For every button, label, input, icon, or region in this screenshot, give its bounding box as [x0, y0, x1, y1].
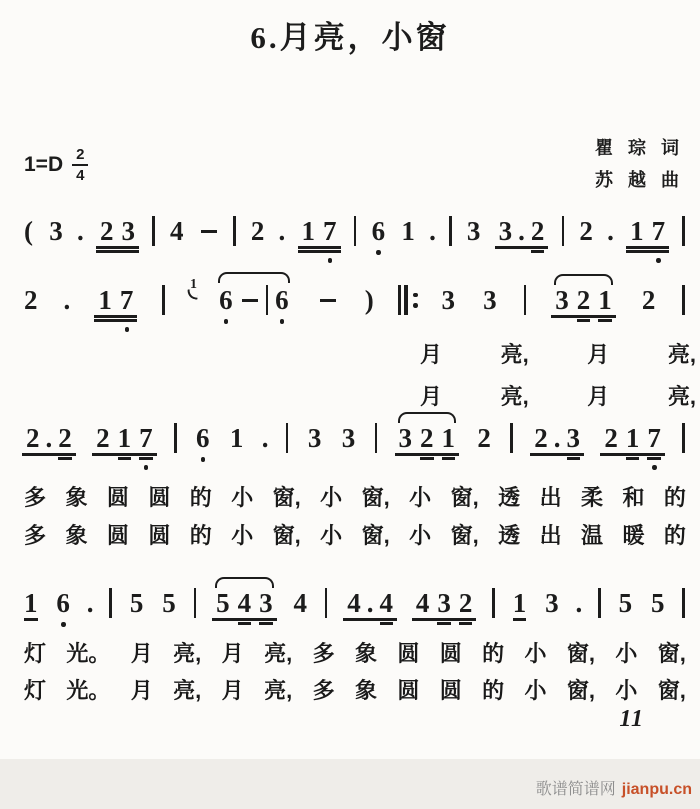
- lyric-syllable: 小: [524, 678, 547, 703]
- lyric-syllable: 窗,: [657, 678, 686, 703]
- note: 1: [22, 590, 40, 617]
- grace-note: 1: [190, 277, 197, 293]
- lyric-syllable: 小: [409, 523, 432, 548]
- lyric-syllable: 象: [354, 678, 377, 703]
- beam-line: [94, 319, 137, 321]
- beam-line: [626, 457, 640, 459]
- low-octave-dot: [328, 258, 333, 263]
- beam-line: [343, 618, 397, 620]
- note: 3: [555, 284, 569, 315]
- lyric-syllable: 月: [221, 641, 244, 666]
- lyric-line-3: [24, 481, 686, 512]
- lyric-syllable: 亮,: [264, 641, 293, 666]
- lyric-syllable: 月: [221, 678, 244, 703]
- beam-line: [459, 622, 473, 624]
- lyric-syllable: 出: [539, 485, 562, 510]
- note: 3: [121, 215, 135, 246]
- lyric-syllable: 灯: [24, 678, 47, 703]
- note: 7: [645, 425, 663, 452]
- note: 2: [529, 218, 547, 245]
- note: 4: [347, 587, 361, 618]
- beam-line: [94, 315, 137, 317]
- note-group: [94, 215, 141, 246]
- note: 3: [398, 422, 413, 453]
- note: 4: [293, 587, 307, 618]
- repeat-bar: [398, 285, 402, 315]
- lyric-line-1: [420, 338, 696, 369]
- music-line-3: [20, 421, 688, 455]
- lyric-syllable: 窗,: [272, 485, 301, 510]
- barline: [375, 423, 378, 453]
- note-group: [528, 422, 586, 453]
- note: 1: [301, 215, 316, 246]
- lyric-syllable: 亮,: [173, 678, 202, 703]
- dash-extension: [242, 299, 258, 302]
- lyric-syllable: 多: [24, 485, 47, 510]
- note: 3: [466, 215, 481, 246]
- note: 2: [575, 287, 593, 314]
- lyric-syllable: 窗,: [450, 485, 479, 510]
- lyric-syllable: 圆: [106, 485, 129, 510]
- lyric-syllable: 窗,: [450, 523, 479, 548]
- beam-line: [139, 457, 153, 459]
- lyricist-credit: 瞿 琮 词: [594, 138, 684, 158]
- lyric-syllable: 和: [622, 485, 645, 510]
- barline: [449, 216, 452, 246]
- lyric-syllable: 小: [409, 485, 432, 510]
- lyric-line-6: [24, 674, 686, 705]
- lyric-syllable: 亮,: [500, 342, 529, 367]
- music-line-1: [20, 214, 688, 248]
- note: 5: [129, 587, 144, 618]
- lyric-syllable: 的: [482, 678, 505, 703]
- beam-line: [412, 618, 477, 620]
- note: 2: [99, 215, 114, 246]
- beam-line: [598, 319, 612, 321]
- lyric-syllable: 多: [312, 678, 335, 703]
- note: 7: [137, 425, 155, 452]
- note: 2: [56, 425, 74, 452]
- repeat-dot: [413, 293, 418, 298]
- lyric-syllable: 光。: [66, 678, 111, 703]
- note: 4: [170, 215, 184, 246]
- barline: [682, 423, 685, 453]
- lyric-syllable: 亮,: [173, 641, 202, 666]
- note: 2: [457, 590, 475, 617]
- barline: [109, 588, 112, 618]
- low-octave-dot: [144, 465, 149, 470]
- slur-tie: [218, 272, 290, 283]
- beam-line: [24, 618, 38, 620]
- lyric-syllable: 小: [231, 523, 254, 548]
- note: 2: [26, 422, 40, 453]
- lyric-syllable: 透: [498, 523, 521, 548]
- note-group: [213, 285, 295, 315]
- lyric-syllable: 窗,: [566, 641, 596, 666]
- note-group: [90, 422, 159, 453]
- duration-dot: .: [261, 422, 269, 453]
- beam-line: [531, 250, 545, 252]
- time-signature-numerator: 2: [72, 146, 88, 166]
- time-signature: [72, 146, 88, 185]
- note: 1: [624, 425, 642, 452]
- beam-line: [298, 250, 341, 252]
- note: 5: [162, 587, 176, 618]
- note: 3: [49, 215, 63, 246]
- page-number: 11: [619, 706, 644, 732]
- repeat-sign: [398, 285, 418, 315]
- note-group: [341, 587, 399, 618]
- barline: [174, 423, 177, 453]
- beam-line: [530, 453, 584, 455]
- note: 2: [534, 422, 548, 453]
- note: 6: [194, 425, 212, 452]
- barline: [286, 423, 289, 453]
- beam-line: [298, 246, 341, 248]
- beam-line: [420, 457, 434, 459]
- beam-line: [259, 622, 273, 624]
- lyric-syllable: 小: [615, 641, 638, 666]
- duration-dot: .: [76, 215, 84, 246]
- low-octave-dot: [61, 622, 66, 627]
- note: 1: [116, 425, 134, 452]
- lyric-syllable: 亮,: [264, 678, 293, 703]
- bracket: ): [364, 284, 374, 315]
- note: 5: [618, 587, 633, 618]
- barline: [492, 588, 495, 618]
- note: 3: [435, 590, 453, 617]
- lyric-syllable: 圆: [148, 523, 171, 548]
- beam-line: [380, 622, 394, 624]
- lyric-syllable: 出: [539, 523, 562, 548]
- beam-line: [442, 457, 456, 459]
- barline: [325, 588, 328, 618]
- lyric-syllable: 月: [420, 384, 443, 409]
- note: 3: [341, 422, 356, 453]
- note-group: [393, 422, 462, 453]
- beam-line: [513, 618, 527, 620]
- key-time-signature: [24, 146, 88, 185]
- note: 2: [24, 284, 38, 315]
- low-octave-dot: [280, 319, 285, 324]
- beam-line: [437, 622, 451, 624]
- barline: [194, 588, 197, 618]
- grace-slur: [186, 289, 198, 299]
- lyric-syllable: 暖: [622, 523, 645, 548]
- beam-line: [495, 246, 549, 248]
- repeat-bar: [404, 285, 408, 315]
- lyric-syllable: 月: [130, 641, 153, 666]
- slur-tie: [215, 577, 274, 588]
- duration-dot: .: [278, 215, 286, 246]
- lyric-syllable: 小: [320, 523, 343, 548]
- note: 7: [321, 218, 339, 245]
- lyric-syllable: 的: [663, 523, 686, 548]
- beam-line: [92, 453, 157, 455]
- lyric-syllable: 象: [65, 523, 88, 548]
- lyric-syllable: 窗,: [566, 678, 596, 703]
- note: 1: [229, 422, 244, 453]
- music-line-4: [20, 586, 688, 620]
- beam-line: [395, 453, 460, 455]
- lyric-line-2: [420, 380, 696, 411]
- note: 6: [273, 287, 291, 314]
- note: 2: [579, 215, 593, 246]
- note: 6: [54, 590, 72, 617]
- beam-line: [22, 453, 76, 455]
- note: 1: [98, 284, 112, 315]
- lyric-syllable: 象: [65, 485, 88, 510]
- note-group: [598, 422, 667, 453]
- beam-line: [238, 622, 252, 624]
- lyric-syllable: 圆: [439, 678, 462, 703]
- note: 6: [370, 218, 388, 245]
- watermark: [536, 776, 692, 799]
- note: 3: [441, 284, 456, 315]
- lyric-syllable: 柔: [581, 485, 604, 510]
- duration-dot: .: [366, 587, 374, 618]
- dash-extension: [201, 230, 217, 233]
- lyric-syllable: 窗,: [272, 523, 301, 548]
- beam-line: [647, 457, 661, 459]
- beam-line: [212, 618, 277, 620]
- duration-dot: .: [518, 215, 525, 246]
- note: 3: [498, 215, 513, 246]
- beam-line: [567, 457, 581, 459]
- lyric-syllable: 灯: [24, 641, 47, 666]
- note: 6: [217, 287, 235, 314]
- lyric-syllable: 透: [498, 485, 521, 510]
- beam-line: [626, 250, 669, 252]
- barline: [354, 216, 357, 246]
- note-group: [624, 215, 671, 246]
- note: 3: [257, 590, 275, 617]
- slur-tie: [554, 274, 613, 285]
- lyric-line-5: [24, 637, 686, 668]
- lyric-syllable: 亮,: [667, 384, 696, 409]
- note: 3: [545, 587, 559, 618]
- barline: [233, 216, 236, 246]
- lyric-line-4: [24, 519, 686, 550]
- note: 2: [641, 284, 656, 315]
- lyric-syllable: 月: [130, 678, 153, 703]
- duration-dot: .: [607, 215, 614, 246]
- beam-line: [118, 457, 132, 459]
- lyric-syllable: 光。: [66, 641, 111, 666]
- duration-dot: .: [553, 422, 561, 453]
- barline: [510, 423, 513, 453]
- note: 2: [96, 422, 110, 453]
- lyric-syllable: 小: [615, 678, 638, 703]
- key-signature: 1=D: [24, 153, 64, 177]
- time-signature-denominator: 4: [76, 167, 85, 185]
- lyric-syllable: 亮,: [667, 342, 696, 367]
- beam-line: [600, 453, 665, 455]
- note-group: [92, 284, 139, 315]
- lyric-syllable: 窗,: [657, 641, 686, 666]
- barline: [524, 285, 527, 315]
- note: 1: [440, 425, 458, 452]
- watermark-site-name: 歌谱简谱网: [535, 781, 616, 798]
- note: 1: [630, 215, 644, 246]
- note-group: [296, 215, 343, 246]
- repeat-colon: [413, 293, 418, 308]
- barline: [682, 285, 685, 315]
- beam-line: [96, 250, 139, 252]
- note: 2: [604, 422, 618, 453]
- song-title: 6.月亮，小窗: [250, 20, 450, 55]
- lyric-syllable: 圆: [397, 641, 420, 666]
- note: 4: [378, 590, 396, 617]
- note-group: [549, 284, 618, 315]
- dash-extension: [320, 299, 336, 302]
- note: 2: [250, 215, 265, 246]
- beam-line: [626, 246, 669, 248]
- lyric-syllable: 月: [420, 342, 443, 367]
- lyric-syllable: 温: [581, 523, 604, 548]
- lyric-syllable: 的: [663, 485, 686, 510]
- note: 2: [418, 425, 436, 452]
- note: 5: [216, 587, 230, 618]
- note-group: [20, 422, 78, 453]
- low-octave-dot: [201, 457, 206, 462]
- lyric-syllable: 窗,: [361, 523, 390, 548]
- low-octave-dot: [224, 319, 229, 324]
- barline: [682, 588, 685, 618]
- repeat-dot: [413, 303, 418, 308]
- lyric-syllable: 小: [231, 485, 254, 510]
- lyric-syllable: 的: [189, 523, 212, 548]
- duration-dot: .: [429, 215, 436, 246]
- note: 4: [236, 590, 254, 617]
- barline: [562, 216, 565, 246]
- credits: [595, 132, 684, 197]
- lyric-syllable: 亮,: [500, 384, 529, 409]
- low-octave-dot: [652, 465, 657, 470]
- lyric-syllable: 小: [524, 641, 547, 666]
- note: 1: [511, 590, 529, 617]
- beam-line: [577, 319, 591, 321]
- lyric-syllable: 的: [482, 641, 505, 666]
- barline: [682, 216, 685, 246]
- note: 1: [596, 287, 614, 314]
- note: 1: [401, 215, 415, 246]
- note: 4: [415, 587, 430, 618]
- note: 3: [483, 284, 497, 315]
- slur-tie: [398, 412, 457, 423]
- lyric-syllable: 月: [587, 342, 610, 367]
- composer-credit: 苏 越 曲: [594, 170, 684, 191]
- duration-dot: .: [63, 284, 71, 315]
- lyric-syllable: 多: [312, 641, 335, 666]
- beam-line: [58, 457, 72, 459]
- barline: [266, 285, 269, 315]
- duration-dot: .: [575, 587, 583, 618]
- note: 3: [565, 425, 583, 452]
- low-octave-dot: [125, 327, 130, 332]
- low-octave-dot: [376, 250, 381, 255]
- lyric-syllable: 象: [354, 641, 377, 666]
- note: 7: [650, 218, 668, 245]
- music-line-2: [20, 277, 688, 317]
- lyric-syllable: 圆: [439, 641, 462, 666]
- note-group: [210, 587, 279, 618]
- low-octave-dot: [656, 258, 661, 263]
- lyric-syllable: 圆: [148, 485, 171, 510]
- lyric-syllable: 的: [189, 485, 212, 510]
- lyric-syllable: 圆: [106, 523, 129, 548]
- barline: [162, 285, 165, 315]
- lyric-syllable: 圆: [397, 678, 420, 703]
- barline: [598, 588, 601, 618]
- note-group: [410, 587, 479, 618]
- lyric-syllable: 小: [320, 485, 343, 510]
- watermark-domain: jianpu.cn: [621, 781, 692, 798]
- note: 2: [477, 422, 491, 453]
- note: 5: [650, 587, 665, 618]
- duration-dot: .: [86, 587, 94, 618]
- note-group: [493, 215, 551, 246]
- barline: [152, 216, 155, 246]
- duration-dot: .: [45, 422, 53, 453]
- lyric-syllable: 月: [587, 384, 610, 409]
- beam-line: [551, 315, 616, 317]
- lyric-syllable: 多: [24, 523, 47, 548]
- lyric-syllable: 窗,: [361, 485, 390, 510]
- note: 7: [118, 287, 136, 314]
- note: 3: [307, 422, 322, 453]
- beam-line: [96, 246, 139, 248]
- bracket: (: [24, 215, 33, 246]
